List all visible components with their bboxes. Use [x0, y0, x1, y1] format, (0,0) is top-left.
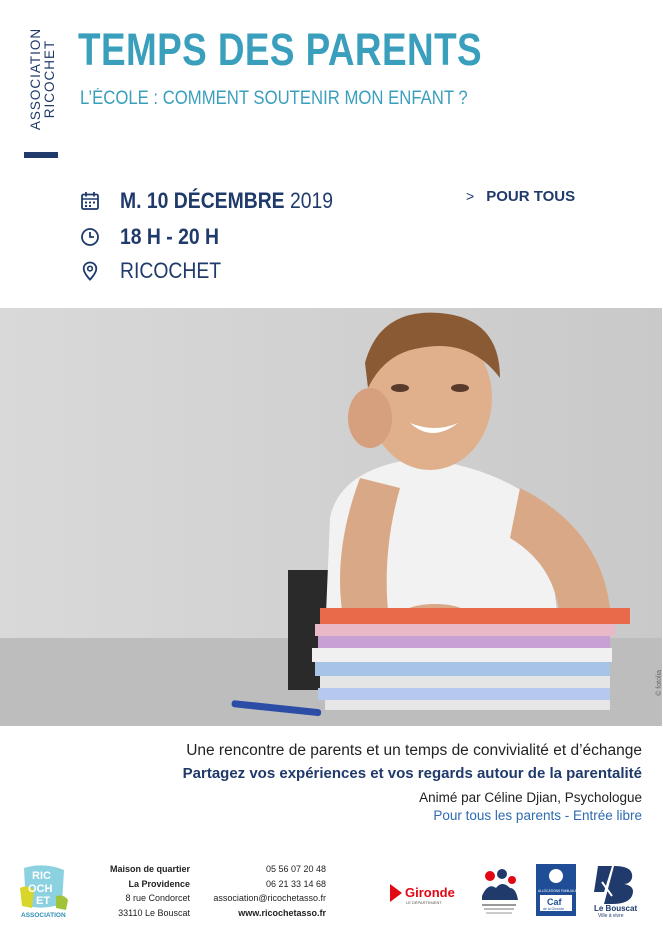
reaap-logo [478, 866, 520, 916]
family-network-icon [478, 866, 520, 916]
event-place: RICOCHET [120, 258, 222, 283]
phone-2: 06 21 33 14 68 [265, 878, 326, 889]
email-link[interactable]: association@ricochetasso.fr [213, 893, 326, 903]
venue-line-1: Maison de quartier [109, 864, 190, 874]
logo-text-ric: RIC [32, 870, 51, 882]
gironde-subtitle: LE DÉPARTEMENT [406, 900, 442, 905]
event-time: 18 H - 20 H [120, 224, 219, 249]
event-place-row [80, 256, 235, 286]
logo-text-et: ET [36, 895, 51, 907]
event-year: 2019 [289, 188, 334, 213]
description-line-1: Une rencontre de parents et un temps de convivialité et d’échange [186, 742, 642, 759]
description-line-4: Pour tous les parents - Entrée libre [433, 808, 642, 823]
bouscat-name: Le Bouscat [594, 904, 638, 913]
photo-illustration [0, 308, 662, 726]
location-pin-icon [80, 261, 100, 281]
association-name: RICOCHET [42, 39, 57, 119]
event-date-row [80, 186, 362, 216]
phone-1: 05 56 07 20 48 [265, 864, 326, 874]
gironde-logo [388, 880, 468, 906]
event-date: M. 10 DÉCEMBRE [120, 188, 285, 213]
description-line-3: Animé par Céline Djian, Psychologue [419, 790, 642, 805]
ricochet-logo-mark [18, 864, 70, 920]
caf-top-text: ALLOCATIONS FAMILIALES [538, 889, 580, 893]
description-line-2: Partagez vos expériences et vos regards autour de la parentalité [182, 765, 642, 782]
address-block [96, 862, 190, 920]
audience-tag [466, 188, 575, 205]
poster-subtitle: L’ÉCOLE : COMMENT SOUTENIR MON ENFANT ? [80, 88, 468, 109]
le-bouscat-logo [590, 862, 640, 918]
photo-credit: © fotolia [656, 670, 663, 696]
clock-icon [80, 227, 100, 247]
caf-subtitle: de la Gironde [543, 907, 565, 911]
le-bouscat-logo-mark [590, 862, 640, 918]
calendar-icon [80, 191, 100, 211]
child-photo [0, 308, 662, 726]
ricochet-logo [18, 864, 70, 920]
website-link[interactable]: www.ricochetasso.fr [238, 907, 326, 918]
caf-logo [536, 864, 580, 916]
caf-name: Caf [547, 897, 562, 907]
venue-line-2: La Providence [128, 878, 190, 889]
street-address: 8 rue Condorcet [125, 893, 190, 903]
poster-title: TEMPS DES PARENTS [78, 24, 483, 75]
gironde-logo-mark [388, 880, 468, 906]
gironde-name: Gironde [405, 885, 455, 900]
logo-text-association: ASSOCIATION [21, 912, 66, 919]
caf-logo-mark [536, 864, 580, 916]
contact-block [196, 862, 326, 920]
event-time-row [80, 222, 233, 252]
association-word: ASSOCIATION [28, 27, 43, 131]
logo-text-och: OCH [28, 883, 53, 895]
bouscat-subtitle: Ville à vivre [598, 913, 624, 919]
chevron-right-icon: > [466, 188, 475, 204]
postal-city: 33110 Le Bouscat [118, 907, 190, 918]
accent-bar [24, 152, 58, 158]
association-vertical-label [21, 26, 65, 148]
audience-label: POUR TOUS [486, 188, 576, 205]
